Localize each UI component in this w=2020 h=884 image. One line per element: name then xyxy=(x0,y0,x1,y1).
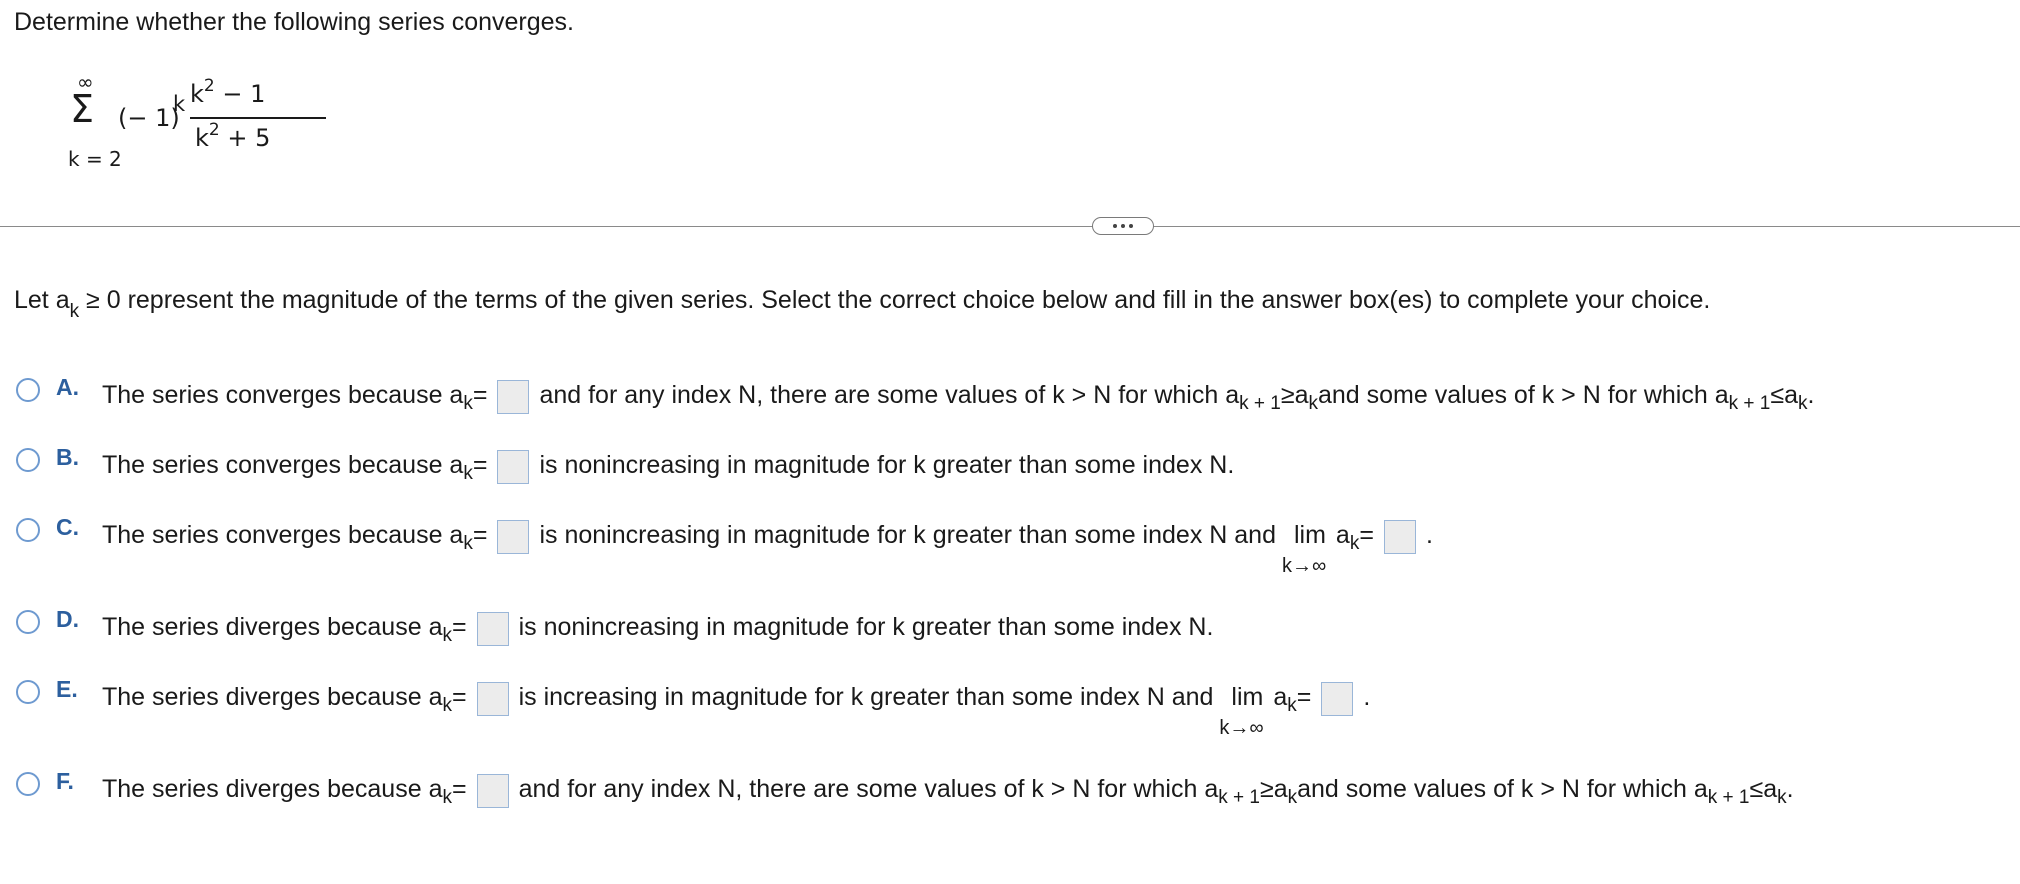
choice-b[interactable] xyxy=(16,442,2006,486)
summation-symbol: Σ xyxy=(70,87,95,131)
dot-icon xyxy=(1121,224,1125,228)
radio-button-c[interactable] xyxy=(16,518,40,542)
radio-button-e[interactable] xyxy=(16,680,40,704)
alternating-factor: (− 1) xyxy=(118,104,180,132)
choice-c[interactable] xyxy=(16,512,2006,577)
choice-text: The series diverges because a k = is nonincreasing in magnitude for k greater than some index N. xyxy=(102,612,1214,646)
dot-icon xyxy=(1113,224,1117,228)
answer-box-limit[interactable] xyxy=(1321,682,1353,716)
choice-text: The series diverges because a k = and for any index N, there are some values of k > N for which a k + 1 ≥ a k and some values of k > N for which a k + 1 ≤ a k . xyxy=(102,774,1794,808)
choice-letter: F. xyxy=(56,768,74,794)
dot-icon xyxy=(1129,224,1133,228)
choice-letter: B. xyxy=(56,444,79,470)
choice-f[interactable] xyxy=(16,766,2006,810)
sum-lower-limit: k = 2 xyxy=(68,147,122,171)
question-title: Determine whether the following series converges. xyxy=(14,8,574,36)
answer-box-ak[interactable] xyxy=(477,612,509,646)
choice-text: The series converges because a k = is nonincreasing in magnitude for k greater than some index N. xyxy=(102,450,1235,484)
choice-text: The series converges because a k = is nonincreasing in magnitude for k greater than some index N and lim k→∞ a k = . xyxy=(102,520,1433,577)
section-divider xyxy=(0,226,2020,227)
fraction-numerator: $k^2 - 1$ xyxy=(190,76,266,108)
limit-expression: lim k→∞ xyxy=(1281,520,1327,577)
choice-d[interactable] xyxy=(16,604,2006,648)
radio-button-b[interactable] xyxy=(16,448,40,472)
choice-letter: D. xyxy=(56,606,79,632)
choice-text: The series diverges because a k = is increasing in magnitude for k greater than some index N and lim k→∞ a k = . xyxy=(102,682,1371,739)
radio-button-a[interactable] xyxy=(16,378,40,402)
answer-box-ak[interactable] xyxy=(477,682,509,716)
sum-upper-limit: ∞ xyxy=(77,70,94,94)
show-more-button[interactable] xyxy=(1092,217,1154,235)
choice-letter: E. xyxy=(56,676,78,702)
answer-box-ak[interactable] xyxy=(477,774,509,808)
series-expression xyxy=(60,62,320,172)
choice-text: The series converges because a k = and for any index N, there are some values of k > N for which a k + 1 ≥ a k and some values of k > N for which a k + 1 ≤ a k . xyxy=(102,380,1815,414)
choice-letter: C. xyxy=(56,514,79,540)
choice-a[interactable] xyxy=(16,372,2006,416)
choice-e[interactable] xyxy=(16,674,2006,739)
fraction-bar xyxy=(190,117,326,119)
fraction-denominator: $k^2 + 5$ xyxy=(195,120,271,152)
answer-box-ak[interactable] xyxy=(497,450,529,484)
radio-button-d[interactable] xyxy=(16,610,40,634)
answer-box-ak[interactable] xyxy=(497,520,529,554)
limit-expression: lim k→∞ xyxy=(1219,682,1264,739)
answer-box-limit[interactable] xyxy=(1384,520,1416,554)
instruction-text: Let $a_k \ge 0$ represent the magnitude of the terms of the given series. Select the correct choice below and fill in the answer box(es) to complete your choice. xyxy=(14,286,1711,322)
radio-button-f[interactable] xyxy=(16,772,40,796)
answer-box-ak[interactable] xyxy=(497,380,529,414)
choice-letter: A. xyxy=(56,374,79,400)
alternating-exponent: k xyxy=(173,92,186,116)
